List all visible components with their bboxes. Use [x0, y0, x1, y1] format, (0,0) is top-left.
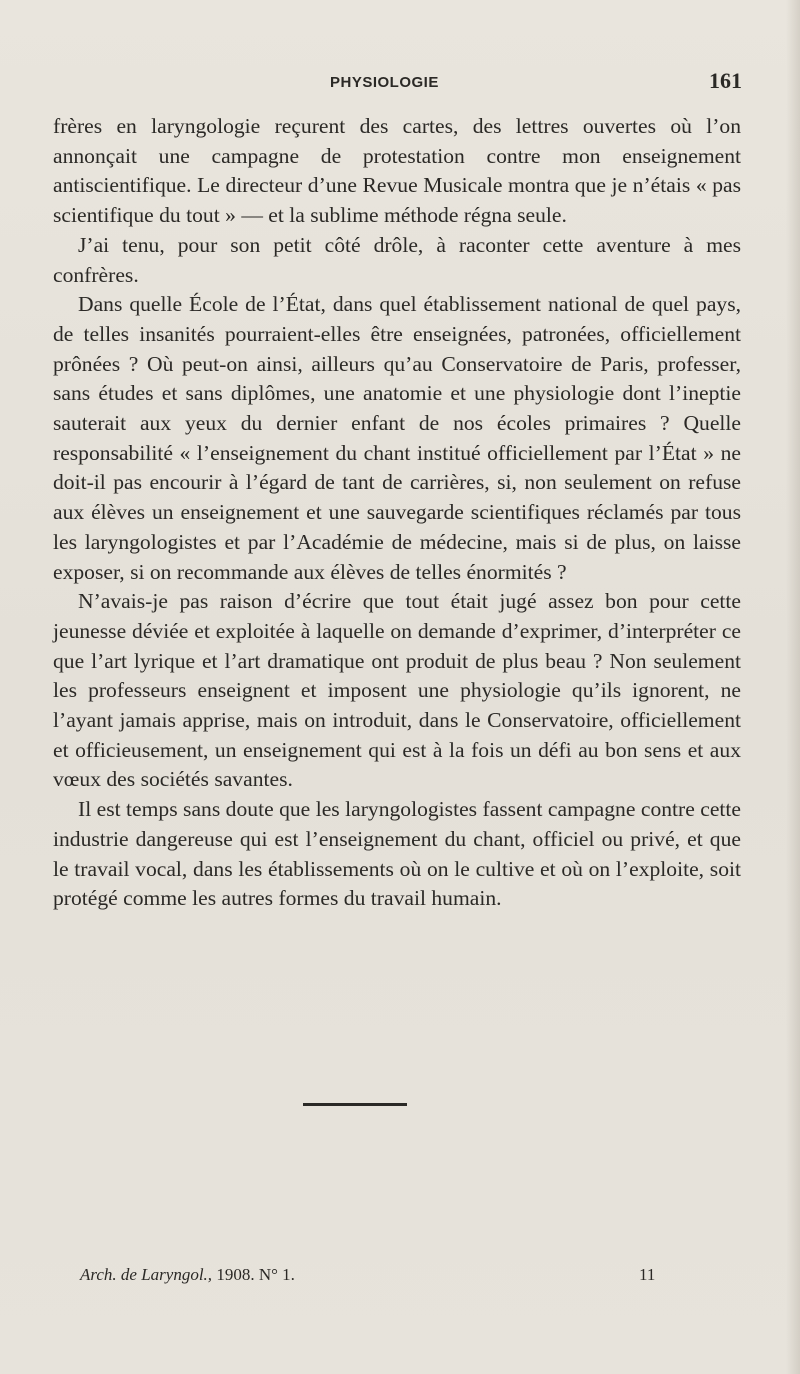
paragraph: N’avais-je pas raison d’écrire que tout était jugé assez bon pour cette jeunesse déviée et exploitée à laquelle on demande d’exprimer, d’interpréter ce que l’art lyrique et l’art dramatique ont produit de plus beau ? Non seulement les professeurs enseignent et imposent une physiologie qu’ils ignorent, ne l’ayant jamais apprise, mais on introduit, dans le Conservatoire, officiellement et officieusement, un enseignement qui est à la fois un défi au bon sens et aux vœux des sociétés savantes.: [53, 589, 741, 792]
paragraph: J’ai tenu, pour son petit côté drôle, à raconter cette aventure à mes confrères.: [53, 232, 741, 287]
body-text: [53, 112, 741, 914]
page-number: 161: [709, 68, 742, 93]
paragraph: Il est temps sans doute que les laryngologistes fassent campagne contre cette industrie dangereuse qui est l’enseignement du chant, officiel ou privé, et que le travail vocal, dans les établissements où on le cultive et où on l’exploite, soit protégé comme les autres formes du travail humain.: [53, 797, 741, 911]
page-footer: [80, 1265, 720, 1295]
page-header: [52, 62, 742, 102]
journal-year: 1908. N° 1.: [216, 1265, 295, 1284]
journal-title: Arch. de Laryngol.,: [80, 1265, 213, 1284]
end-rule: [303, 1103, 407, 1106]
signature-mark: 11: [639, 1265, 656, 1284]
paragraph: Dans quelle École de l’État, dans quel établissement national de quel pays, de telles insanités pourraient-elles être enseignées, patronées, officiellement prônées ? Où peut-on ainsi, ailleurs qu’au Conservatoire de Paris, professer, sans études et sans diplômes, une anatomie et une physiologie dont l’ineptie sauterait aux yeux du dernier enfant de nos écoles primaires ? Quelle responsabilité « l’enseignement du chant institué officiellement par l’État » ne doit-il pas encourir à l’égard de tant de carrières, si, non seulement on refuse aux élèves un enseignement et une sauvegarde scientifiques réclamés par tous les laryngologistes et par l’Académie de médecine, mais si de plus, on laisse exposer, si on recommande aux élèves de telles énormités ?: [53, 292, 741, 584]
paragraph: frères en laryngologie reçurent des cartes, des lettres ouvertes où l’on annonçait une campagne de protestation contre mon enseignement antiscientifique. Le directeur d’une Revue Musicale montra que je n’étais « pas scientifique du tout » — et la sublime méthode régna seule.: [53, 114, 741, 228]
page-edge-shadow: [786, 0, 800, 1374]
running-title: PHYSIOLOGIE: [330, 74, 439, 91]
journal-reference: [80, 1265, 295, 1285]
